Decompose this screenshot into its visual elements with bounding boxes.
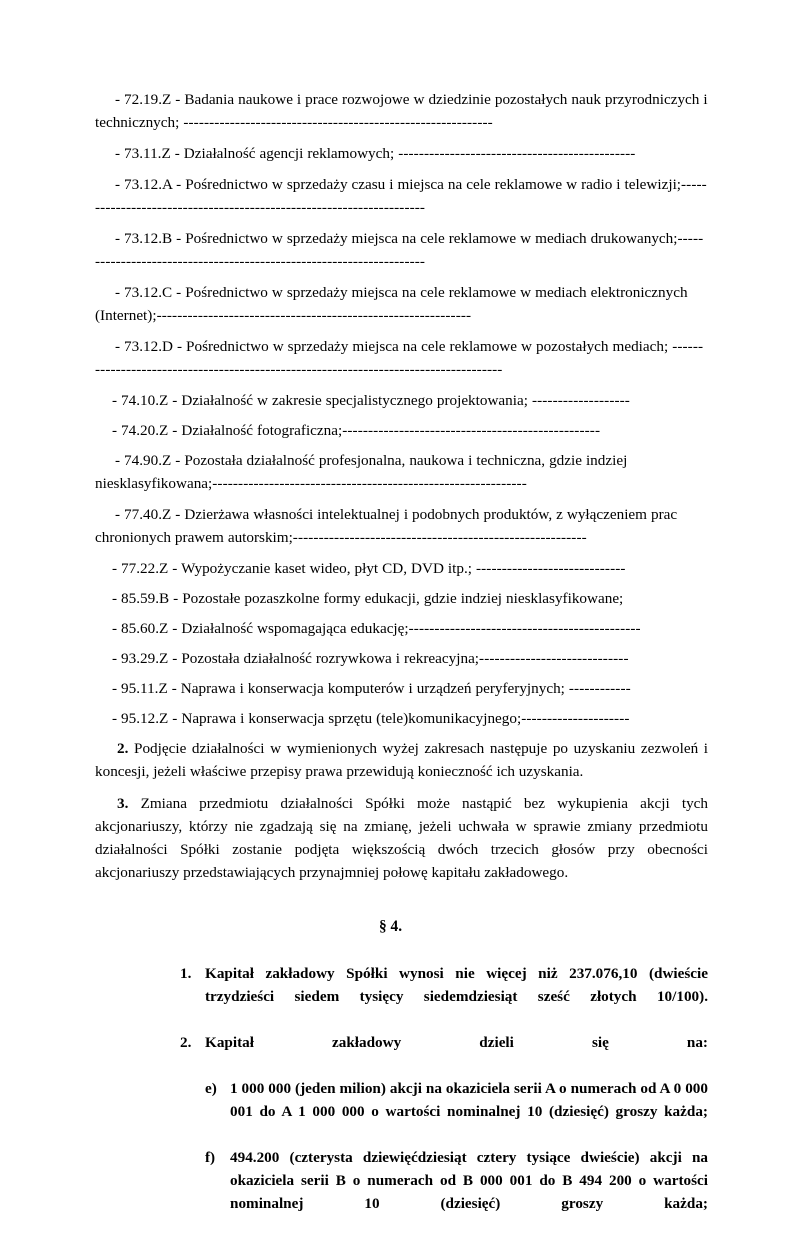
capital-sub-list-item — [205, 1077, 708, 1146]
pkd-item-dashes: ---------------------------------------------- — [398, 145, 636, 162]
capital-list-item — [95, 962, 708, 1031]
capital-list — [95, 962, 708, 1238]
pkd-list-item — [95, 449, 708, 495]
sub-list-marker: e) — [205, 1080, 217, 1097]
pkd-list-item — [95, 281, 708, 327]
pkd-item-text: - 74.20.Z - Działalność fotograficzna; — [112, 422, 343, 439]
paragraph-number: 2. — [117, 740, 129, 757]
list-marker: 1. — [180, 965, 192, 982]
pkd-item-dashes: ------------------- — [531, 392, 630, 409]
pkd-list-item — [95, 587, 708, 610]
pkd-item-dashes: ------------ — [568, 680, 631, 697]
pkd-list-item — [95, 419, 708, 442]
pkd-item-text: - 73.12.C - Pośrednictwo w sprzedaży miejsca na cele reklamowe w mediach elektronicznych (Internet); — [95, 284, 688, 324]
pkd-list-item — [95, 707, 708, 730]
numbered-paragraph — [95, 737, 708, 783]
list-marker: 2. — [180, 1034, 192, 1051]
pkd-item-text: - 74.90.Z - Pozostała działalność profesjonalna, naukowa i techniczna, gdzie indziej niesklasyfikowana; — [95, 452, 628, 492]
pkd-list-item — [95, 227, 708, 273]
pkd-list-item — [95, 389, 708, 412]
paragraph-number: 3. — [117, 795, 129, 812]
pkd-item-dashes: ------------------------------------------------------------- — [156, 307, 472, 324]
pkd-item-dashes: ------------------------------------------------------------ — [183, 114, 493, 131]
pkd-item-dashes: --------------------------------------------- — [408, 620, 641, 637]
capital-sub-item-text: 1 000 000 (jeden milion) akcji na okaziciela serii A o numerach od A 0 000 001 do A 1 000 000 o wartości nominalnej 10 (dziesięć) groszy każda; — [230, 1080, 708, 1120]
section-heading: § 4. — [378, 918, 403, 935]
paragraph-text: Podjęcie działalności w wymienionych wyżej zakresach następuje po uzyskaniu zezwoleń i koncesji, jeżeli właściwe przepisy prawa przewidują konieczność ich uzyskania. — [95, 740, 709, 780]
pkd-item-text: - 74.10.Z - Działalność w zakresie specjalistycznego projektowania; — [112, 392, 532, 409]
pkd-item-text: - 77.22.Z - Wypożyczanie kaset wideo, płyt CD, DVD itp.; — [112, 560, 476, 577]
pkd-item-dashes: -------------------------------------------------- — [342, 422, 601, 439]
pkd-list-item — [95, 557, 708, 580]
pkd-item-dashes: --------------------------------------------------------------------- — [95, 176, 707, 216]
pkd-item-dashes: ----------------------------- — [475, 560, 626, 577]
pkd-item-dashes: --------------------- — [521, 710, 630, 727]
pkd-item-text: - 93.29.Z - Pozostała działalność rozrywkowa i rekreacyjna; — [112, 650, 480, 667]
capital-item-text: Kapitał zakładowy dzieli się na: — [205, 1034, 708, 1051]
pkd-list-item — [95, 503, 708, 549]
pkd-list-item — [95, 173, 708, 219]
numbered-paragraph — [95, 792, 708, 884]
capital-list-item — [95, 1031, 708, 1238]
pkd-item-dashes: ------------------------------------------------------------- — [212, 475, 527, 492]
pkd-list-item — [95, 142, 708, 165]
pkd-item-text: - 72.19.Z - Badania naukowe i prace rozwojowe w dziedzinie pozostałych nauk przyrodniczych i technicznych; — [95, 91, 708, 131]
pkd-item-text: - 73.12.D - Pośrednictwo w sprzedaży miejsca na cele reklamowe w pozostałych mediach; — [115, 338, 673, 355]
sub-list-marker: f) — [205, 1149, 216, 1166]
pkd-list-item — [95, 617, 708, 640]
capital-item-text: Kapitał zakładowy Spółki wynosi nie więcej niż 237.076,10 (dwieście trzydzieści siedem tysięcy siedemdziesiąt sześć złotych 10/100). — [205, 965, 708, 1005]
pkd-list-item — [95, 677, 708, 700]
pkd-item-text: - 77.40.Z - Dzierżawa własności intelektualnej i podobnych produktów, z wyłączeniem prac chronionych prawem autorskim; — [95, 506, 678, 546]
pkd-item-dashes: --------------------------------------------------------------------- — [95, 230, 704, 270]
pkd-item-dashes: ------------------------------------------------------------------------------------- — [95, 338, 704, 378]
pkd-item-text: - 85.59.B - Pozostałe pozaszkolne formy edukacji, gdzie indziej niesklasyfikowane; — [112, 590, 624, 607]
pkd-code-list — [95, 88, 708, 730]
pkd-list-item — [95, 335, 708, 381]
pkd-list-item — [95, 88, 708, 134]
paragraph-text: Zmiana przedmiotu działalności Spółki może nastąpić bez wykupienia akcji tych akcjonariuszy, którzy nie zgadzają się na zmianę, jeżeli uchwała w sprawie zmiany przedmiotu działalności Spółki zostanie podjęta większością dwóch trzecich głosów przy obecności akcjonariuszy przedstawiających przynajmniej połowę kapitału zakładowego. — [95, 795, 709, 881]
pkd-item-text: - 95.11.Z - Naprawa i konserwacja komputerów i urządzeń peryferyjnych; — [112, 680, 569, 697]
capital-sub-item-text: 494.200 (czterysta dziewięćdziesiąt cztery tysiące dwieście) akcji na okaziciela serii B o numerach od B 000 001 do B 494 200 o wartości nominalnej 10 (dziesięć) groszy każda; — [230, 1149, 708, 1212]
pkd-item-dashes: ----------------------------- — [479, 650, 629, 667]
pkd-item-text: - 85.60.Z - Działalność wspomagająca edukację; — [112, 620, 409, 637]
capital-sub-list-item — [205, 1146, 708, 1238]
pkd-item-dashes: --------------------------------------------------------- — [292, 529, 587, 546]
page-content — [95, 88, 708, 1238]
capital-sub-list — [205, 1077, 708, 1238]
pkd-item-text: - 73.12.B - Pośrednictwo w sprzedaży miejsca na cele reklamowe w mediach drukowanych; — [115, 230, 678, 247]
pkd-item-text: - 95.12.Z - Naprawa i konserwacja sprzętu (tele)komunikacyjnego; — [112, 710, 522, 727]
pkd-list-item — [95, 647, 708, 670]
pkd-item-text: - 73.12.A - Pośrednictwo w sprzedaży czasu i miejsca na cele reklamowe w radio i telewizji; — [115, 176, 682, 193]
pkd-item-text: - 73.11.Z - Działalność agencji reklamowych; — [115, 145, 399, 162]
